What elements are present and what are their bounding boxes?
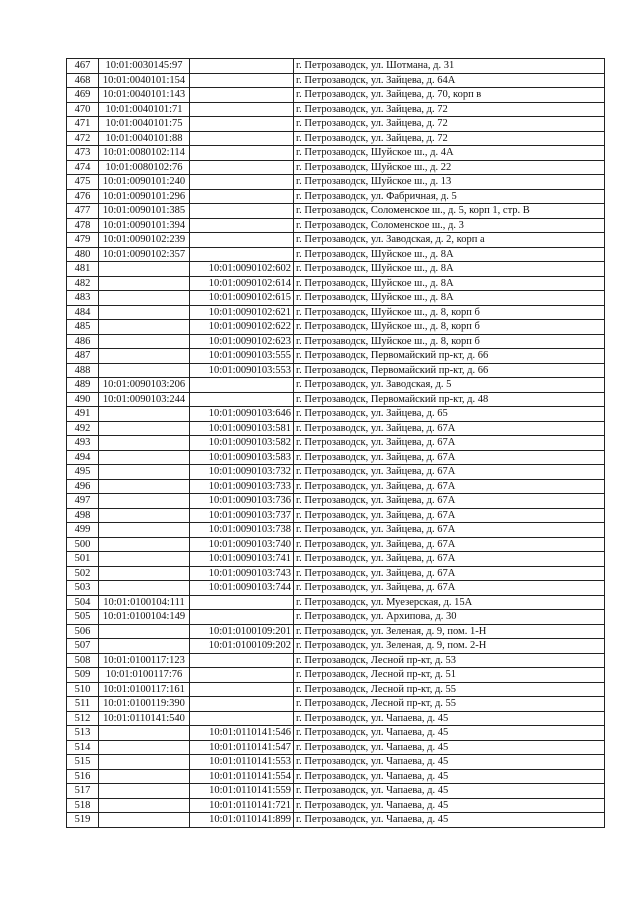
table-row [67,523,605,538]
address-cell: г. Петрозаводск, ул. Зайцева, д. 67А [294,436,605,451]
row-number-cell: 503 [67,581,99,596]
table-row [67,247,605,262]
table-row [67,102,605,117]
cadastral-number-cell [99,624,190,639]
address-cell: г. Петрозаводск, Соломенское ш., д. 5, корп 1, стр. В [294,204,605,219]
table-row [67,740,605,755]
address-cell: г. Петрозаводск, ул. Зайцева, д. 67А [294,479,605,494]
room-cadastral-number-cell [190,88,294,103]
address-cell: г. Петрозаводск, Соломенское ш., д. 3 [294,218,605,233]
room-cadastral-number-cell [190,59,294,74]
table-row [67,305,605,320]
cadastral-number-cell [99,305,190,320]
room-cadastral-number-cell [190,146,294,161]
table-row [67,378,605,393]
room-cadastral-number-cell [190,160,294,175]
room-cadastral-number-cell [190,247,294,262]
cadastral-number-cell [99,407,190,422]
address-cell: г. Петрозаводск, ул. Зайцева, д. 67А [294,450,605,465]
cadastral-number-cell: 10:01:0080102:114 [99,146,190,161]
table-row [67,653,605,668]
room-cadastral-number-cell: 10:01:0090103:733 [190,479,294,494]
row-number-cell: 475 [67,175,99,190]
table-row [67,711,605,726]
table-row [67,581,605,596]
row-number-cell: 493 [67,436,99,451]
room-cadastral-number-cell: 10:01:0090103:646 [190,407,294,422]
address-cell: г. Петрозаводск, Шуйское ш., д. 8, корп б [294,305,605,320]
room-cadastral-number-cell [190,117,294,132]
row-number-cell: 497 [67,494,99,509]
room-cadastral-number-cell: 10:01:0090103:736 [190,494,294,509]
room-cadastral-number-cell: 10:01:0110141:559 [190,784,294,799]
table-row [67,189,605,204]
room-cadastral-number-cell: 10:01:0110141:721 [190,798,294,813]
row-number-cell: 486 [67,334,99,349]
row-number-cell: 489 [67,378,99,393]
table-row [67,479,605,494]
cadastral-number-cell: 10:01:0100119:390 [99,697,190,712]
address-cell: г. Петрозаводск, ул. Муезерская, д. 15А [294,595,605,610]
room-cadastral-number-cell: 10:01:0090103:581 [190,421,294,436]
room-cadastral-number-cell [190,697,294,712]
table-row [67,798,605,813]
address-cell: г. Петрозаводск, Лесной пр-кт, д. 55 [294,697,605,712]
table-row [67,494,605,509]
row-number-cell: 477 [67,204,99,219]
cadastral-number-cell [99,276,190,291]
room-cadastral-number-cell: 10:01:0090103:553 [190,363,294,378]
table-row [67,595,605,610]
room-cadastral-number-cell: 10:01:0090103:741 [190,552,294,567]
address-cell: г. Петрозаводск, ул. Чапаева, д. 45 [294,784,605,799]
row-number-cell: 516 [67,769,99,784]
cadastral-number-cell: 10:01:0040101:88 [99,131,190,146]
cadastral-number-cell: 10:01:0110141:540 [99,711,190,726]
cadastral-number-cell [99,320,190,335]
cadastral-number-cell [99,479,190,494]
address-cell: г. Петрозаводск, ул. Зайцева, д. 67А [294,523,605,538]
cadastral-number-cell: 10:01:0040101:71 [99,102,190,117]
row-number-cell: 502 [67,566,99,581]
row-number-cell: 496 [67,479,99,494]
cadastral-number-cell: 10:01:0100104:111 [99,595,190,610]
table-row [67,131,605,146]
address-cell: г. Петрозаводск, ул. Зайцева, д. 67А [294,581,605,596]
room-cadastral-number-cell [190,682,294,697]
row-number-cell: 507 [67,639,99,654]
room-cadastral-number-cell [190,653,294,668]
address-cell: г. Петрозаводск, ул. Зайцева, д. 67А [294,465,605,480]
address-cell: г. Петрозаводск, Шуйское ш., д. 8А [294,291,605,306]
row-number-cell: 505 [67,610,99,625]
cadastral-number-cell: 10:01:0090103:244 [99,392,190,407]
cadastral-number-cell [99,798,190,813]
address-cell: г. Петрозаводск, Первомайский пр-кт, д. 66 [294,349,605,364]
row-number-cell: 495 [67,465,99,480]
row-number-cell: 469 [67,88,99,103]
table-row [67,73,605,88]
address-cell: г. Петрозаводск, ул. Зайцева, д. 65 [294,407,605,422]
room-cadastral-number-cell: 10:01:0110141:547 [190,740,294,755]
room-cadastral-number-cell: 10:01:0110141:546 [190,726,294,741]
address-cell: г. Петрозаводск, ул. Заводская, д. 5 [294,378,605,393]
cadastral-number-cell: 10:01:0100117:123 [99,653,190,668]
cadastral-number-cell [99,581,190,596]
row-number-cell: 504 [67,595,99,610]
table-row [67,349,605,364]
cadastral-number-cell: 10:01:0100117:161 [99,682,190,697]
table-row [67,146,605,161]
row-number-cell: 479 [67,233,99,248]
address-cell: г. Петрозаводск, ул. Архипова, д. 30 [294,610,605,625]
cadastral-number-cell: 10:01:0030145:97 [99,59,190,74]
address-cell: г. Петрозаводск, Шуйское ш., д. 8А [294,262,605,277]
row-number-cell: 468 [67,73,99,88]
address-cell: г. Петрозаводск, ул. Чапаева, д. 45 [294,798,605,813]
room-cadastral-number-cell: 10:01:0090103:555 [190,349,294,364]
address-cell: г. Петрозаводск, Шуйское ш., д. 8А [294,247,605,262]
cadastral-number-cell: 10:01:0090101:385 [99,204,190,219]
row-number-cell: 515 [67,755,99,770]
table-row [67,407,605,422]
room-cadastral-number-cell: 10:01:0090102:621 [190,305,294,320]
cadastral-number-cell [99,523,190,538]
row-number-cell: 471 [67,117,99,132]
room-cadastral-number-cell: 10:01:0100109:201 [190,624,294,639]
row-number-cell: 473 [67,146,99,161]
cadastral-number-cell [99,552,190,567]
table-row [67,291,605,306]
room-cadastral-number-cell [190,378,294,393]
address-cell: г. Петрозаводск, Лесной пр-кт, д. 53 [294,653,605,668]
room-cadastral-number-cell [190,73,294,88]
row-number-cell: 514 [67,740,99,755]
address-cell: г. Петрозаводск, Лесной пр-кт, д. 55 [294,682,605,697]
room-cadastral-number-cell [190,204,294,219]
cadastral-number-cell: 10:01:0090102:239 [99,233,190,248]
table-row [67,537,605,552]
cadastral-number-cell [99,334,190,349]
row-number-cell: 483 [67,291,99,306]
cadastral-number-cell: 10:01:0100117:76 [99,668,190,683]
row-number-cell: 488 [67,363,99,378]
address-cell: г. Петрозаводск, ул. Зайцева, д. 70, корп в [294,88,605,103]
row-number-cell: 476 [67,189,99,204]
cadastral-number-cell [99,784,190,799]
room-cadastral-number-cell: 10:01:0090102:622 [190,320,294,335]
address-cell: г. Петрозаводск, ул. Зайцева, д. 72 [294,117,605,132]
address-cell: г. Петрозаводск, Лесной пр-кт, д. 51 [294,668,605,683]
cadastral-number-cell: 10:01:0090103:206 [99,378,190,393]
room-cadastral-number-cell: 10:01:0110141:899 [190,813,294,828]
row-number-cell: 482 [67,276,99,291]
row-number-cell: 492 [67,421,99,436]
table-row [67,276,605,291]
address-cell: г. Петрозаводск, ул. Чапаева, д. 45 [294,726,605,741]
cadastral-number-cell: 10:01:0040101:143 [99,88,190,103]
room-cadastral-number-cell [190,595,294,610]
table-row [67,755,605,770]
cadastral-number-cell [99,421,190,436]
cadastral-number-cell [99,291,190,306]
row-number-cell: 499 [67,523,99,538]
row-number-cell: 478 [67,218,99,233]
address-cell: г. Петрозаводск, ул. Чапаева, д. 45 [294,813,605,828]
room-cadastral-number-cell [190,711,294,726]
room-cadastral-number-cell: 10:01:0090102:615 [190,291,294,306]
address-cell: г. Петрозаводск, ул. Зайцева, д. 67А [294,552,605,567]
row-number-cell: 513 [67,726,99,741]
room-cadastral-number-cell: 10:01:0090102:602 [190,262,294,277]
row-number-cell: 490 [67,392,99,407]
table-row [67,421,605,436]
table-row [67,204,605,219]
table-row [67,784,605,799]
room-cadastral-number-cell: 10:01:0110141:553 [190,755,294,770]
room-cadastral-number-cell: 10:01:0090103:744 [190,581,294,596]
table-row [67,175,605,190]
cadastral-number-cell [99,639,190,654]
row-number-cell: 501 [67,552,99,567]
address-cell: г. Петрозаводск, ул. Зайцева, д. 67А [294,508,605,523]
row-number-cell: 518 [67,798,99,813]
table-row [67,813,605,828]
address-cell: г. Петрозаводск, ул. Фабричная, д. 5 [294,189,605,204]
table-row [67,610,605,625]
property-register-table [66,58,605,828]
room-cadastral-number-cell: 10:01:0110141:554 [190,769,294,784]
table-row [67,320,605,335]
row-number-cell: 510 [67,682,99,697]
row-number-cell: 509 [67,668,99,683]
table-row [67,392,605,407]
room-cadastral-number-cell [190,218,294,233]
cadastral-number-cell [99,726,190,741]
address-cell: г. Петрозаводск, ул. Зайцева, д. 67А [294,566,605,581]
cadastral-number-cell [99,740,190,755]
address-cell: г. Петрозаводск, Шуйское ш., д. 4А [294,146,605,161]
cadastral-number-cell [99,465,190,480]
row-number-cell: 474 [67,160,99,175]
room-cadastral-number-cell: 10:01:0090103:740 [190,537,294,552]
row-number-cell: 494 [67,450,99,465]
table-row [67,465,605,480]
row-number-cell: 512 [67,711,99,726]
address-cell: г. Петрозаводск, ул. Зеленая, д. 9, пом. 2-Н [294,639,605,654]
table-row [67,59,605,74]
row-number-cell: 472 [67,131,99,146]
row-number-cell: 500 [67,537,99,552]
address-cell: г. Петрозаводск, ул. Зайцева, д. 67А [294,421,605,436]
address-cell: г. Петрозаводск, Шуйское ш., д. 8, корп б [294,334,605,349]
row-number-cell: 506 [67,624,99,639]
row-number-cell: 470 [67,102,99,117]
address-cell: г. Петрозаводск, ул. Чапаева, д. 45 [294,740,605,755]
cadastral-number-cell: 10:01:0090102:357 [99,247,190,262]
room-cadastral-number-cell: 10:01:0090103:743 [190,566,294,581]
table-row [67,160,605,175]
cadastral-number-cell [99,755,190,770]
room-cadastral-number-cell: 10:01:0090103:737 [190,508,294,523]
cadastral-number-cell [99,349,190,364]
cadastral-number-cell: 10:01:0090101:296 [99,189,190,204]
cadastral-number-cell: 10:01:0040101:75 [99,117,190,132]
cadastral-number-cell [99,537,190,552]
table-row [67,697,605,712]
cadastral-number-cell [99,494,190,509]
cadastral-number-cell [99,450,190,465]
room-cadastral-number-cell: 10:01:0090102:623 [190,334,294,349]
cadastral-number-cell: 10:01:0090101:394 [99,218,190,233]
cadastral-number-cell [99,363,190,378]
table-row [67,668,605,683]
room-cadastral-number-cell: 10:01:0090103:732 [190,465,294,480]
table-row [67,218,605,233]
address-cell: г. Петрозаводск, Шуйское ш., д. 8А [294,276,605,291]
cadastral-number-cell [99,769,190,784]
address-cell: г. Петрозаводск, Шуйское ш., д. 13 [294,175,605,190]
table-row [67,334,605,349]
room-cadastral-number-cell [190,233,294,248]
address-cell: г. Петрозаводск, Первомайский пр-кт, д. 66 [294,363,605,378]
address-cell: г. Петрозаводск, ул. Зайцева, д. 67А [294,494,605,509]
room-cadastral-number-cell [190,668,294,683]
address-cell: г. Петрозаводск, ул. Зайцева, д. 67А [294,537,605,552]
cadastral-number-cell [99,813,190,828]
address-cell: г. Петрозаводск, ул. Зайцева, д. 64А [294,73,605,88]
row-number-cell: 485 [67,320,99,335]
room-cadastral-number-cell [190,131,294,146]
register-table-body [67,59,605,828]
table-row [67,88,605,103]
cadastral-number-cell: 10:01:0080102:76 [99,160,190,175]
room-cadastral-number-cell [190,102,294,117]
table-row [67,436,605,451]
room-cadastral-number-cell [190,610,294,625]
address-cell: г. Петрозаводск, ул. Зайцева, д. 72 [294,131,605,146]
address-cell: г. Петрозаводск, Шуйское ш., д. 8, корп б [294,320,605,335]
row-number-cell: 519 [67,813,99,828]
table-row [67,508,605,523]
table-row [67,450,605,465]
address-cell: г. Петрозаводск, ул. Шотмана, д. 31 [294,59,605,74]
table-row [67,726,605,741]
table-row [67,552,605,567]
table-row [67,566,605,581]
row-number-cell: 484 [67,305,99,320]
address-cell: г. Петрозаводск, Шуйское ш., д. 22 [294,160,605,175]
room-cadastral-number-cell [190,175,294,190]
address-cell: г. Петрозаводск, ул. Зеленая, д. 9, пом. 1-Н [294,624,605,639]
cadastral-number-cell: 10:01:0100104:149 [99,610,190,625]
table-row [67,262,605,277]
address-cell: г. Петрозаводск, ул. Чапаева, д. 45 [294,711,605,726]
address-cell: г. Петрозаводск, ул. Чапаева, д. 45 [294,769,605,784]
cadastral-number-cell: 10:01:0040101:154 [99,73,190,88]
cadastral-number-cell [99,262,190,277]
room-cadastral-number-cell [190,392,294,407]
row-number-cell: 517 [67,784,99,799]
cadastral-number-cell: 10:01:0090101:240 [99,175,190,190]
row-number-cell: 498 [67,508,99,523]
row-number-cell: 487 [67,349,99,364]
table-row [67,233,605,248]
row-number-cell: 511 [67,697,99,712]
room-cadastral-number-cell: 10:01:0100109:202 [190,639,294,654]
table-row [67,363,605,378]
table-row [67,682,605,697]
row-number-cell: 481 [67,262,99,277]
row-number-cell: 508 [67,653,99,668]
room-cadastral-number-cell [190,189,294,204]
address-cell: г. Петрозаводск, ул. Зайцева, д. 72 [294,102,605,117]
room-cadastral-number-cell: 10:01:0090103:582 [190,436,294,451]
address-cell: г. Петрозаводск, Первомайский пр-кт, д. 48 [294,392,605,407]
address-cell: г. Петрозаводск, ул. Заводская, д. 2, корп а [294,233,605,248]
table-row [67,117,605,132]
room-cadastral-number-cell: 10:01:0090103:738 [190,523,294,538]
table-row [67,769,605,784]
table-row [67,624,605,639]
row-number-cell: 491 [67,407,99,422]
table-row [67,639,605,654]
room-cadastral-number-cell: 10:01:0090102:614 [190,276,294,291]
address-cell: г. Петрозаводск, ул. Чапаева, д. 45 [294,755,605,770]
cadastral-number-cell [99,436,190,451]
room-cadastral-number-cell: 10:01:0090103:583 [190,450,294,465]
row-number-cell: 480 [67,247,99,262]
cadastral-number-cell [99,508,190,523]
row-number-cell: 467 [67,59,99,74]
cadastral-number-cell [99,566,190,581]
